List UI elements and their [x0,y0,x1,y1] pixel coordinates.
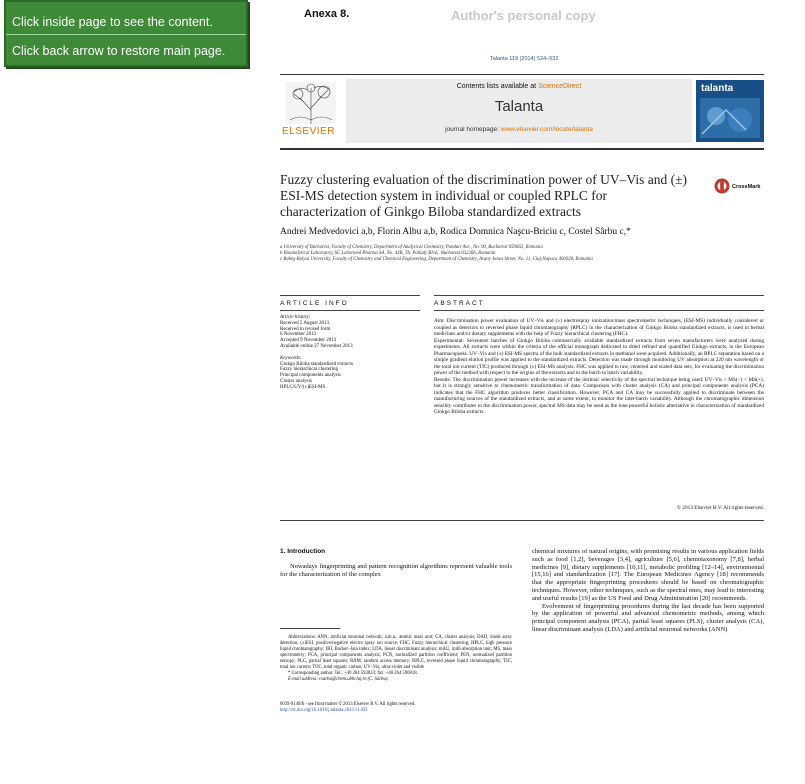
abstract-results: Results: The discrimination power increases with the increase of the intrinsic selectivity of the spectral technique being used; UV–Vis < MS(−) < MS(+), but it is strongly sensitive to chemometric transformation of data. Comparison with cluster analysis (CA) and principal components analysis (PCA) indicates that the FHC algorithm produces better classification. However, PCA and CA may be successfully applied to discriminate between the manufacturing sources of the standardized extracts, and at some extent, to monitor the inter-batch variability. Although the chromatographic dimension sensibly contributes to the discrimination power, spectral MS data may be used as the lone powerful holistic alternative in characterization of standardized Ginkgo Biloba extracts. [434,376,764,415]
copyright: © 2013 Elsevier B.V. All rights reserved. [676,505,764,511]
article-info-rule-top [280,295,420,296]
nav-hint-divider [6,34,246,35]
contents-line [346,83,692,90]
abstract-rule [434,310,764,311]
abstract-aim: Aim: Discrimination power evaluation of UV–Vis and (±) electrospray ionization/mass spectrometric techniques, (ESI-MS) individually considered or coupled as detectors to reversed phase liquid chromatography (RPLC) in the characterization of Ginkgo Biloba standardized extracts, is used in herbal medicines and/or dietary supplements with the help of Fuzzy hierarchical clustering (FHC). [434,318,764,337]
abstract-bottom-rule [280,520,764,521]
section-heading: 1. Introduction [280,548,326,555]
keyword: Cluster analysis [280,378,312,384]
history-item: 6 November 2013 [280,332,317,338]
doi-link[interactable]: http://dx.doi.org/10.1016/j.talanta.2013.11.035 [280,708,368,713]
footnotes [280,635,512,683]
article-info [280,315,420,391]
history-item: Received 5 August 2013 [280,320,330,326]
elsevier-logo [280,80,342,140]
corresponding-author: * Corresponding author. Tel.: +40 264 593833; fax: +40 264 590818. [288,671,418,676]
nav-hint-back: Click back arrow to restore main page. [12,44,226,58]
article-info-rule [280,310,420,311]
authors: Andrei Medvedovici a,b, Florin Albu a,b, Rodica Domnica Naşcu-Briciu c, Costel Sârbu c,* [280,227,631,237]
journal-citation: Talanta 119 (2014) 524–532 [490,56,559,62]
intro-paragraph: Nowadays fingerprinting and pattern recognition algorithms represent valuable tools for the characterization of the complex [280,563,512,578]
homepage-link[interactable]: www.elsevier.com/locate/talanta [500,126,593,133]
homepage-prefix: journal homepage: [445,126,499,133]
affiliation-item: c Babeş-Bolyai University, Faculty of Chemistry and Chemical Engineering, Department of Chemistry, Arany Janos Street, No. 11, Cluj-Napoca 400028, Romania [280,257,593,263]
intro-paragraph: Evolvement of fingerprinting procedures during the last decade has been supported by the application of powerful and advanced chemometric methods, among which principal component analysis (PCA), partial least squares (PLS), cluster analysis (CA), linear discriminant analysis (LDA) and artificial neuronal networks (ANN) [532,602,764,633]
footnote-rule [280,628,340,629]
intro-right-column [532,548,764,634]
publisher-name: ELSEVIER [282,126,335,137]
history-item: Available online 27 November 2013 [280,343,353,349]
journal-name: Talanta [494,98,544,115]
affiliations [280,245,750,264]
journal-homepage [346,126,692,133]
email-address: E-mail address: csarbu@chem.ubbcluj.ro (C. Sârbu). [288,677,389,682]
sciencedirect-link[interactable]: ScienceDirect [538,83,582,90]
history-label: Article history: [280,315,311,320]
affiliation-item: b Bioanalytical Laboratory, SC Labormed Pharma SA, No. 44B, Th. Pallady Blvd., Bucharest 032266, Romania [280,251,496,257]
contents-prefix: Contents lists available at [456,83,537,90]
article-info-heading: ARTICLE INFO [280,300,349,307]
annex-label: Anexa 8. [304,8,350,20]
nav-hint-content: Click inside page to see the content. [12,15,213,29]
watermark: Author's personal copy [451,8,596,23]
article-page[interactable] [276,0,776,784]
history-item: Received in revised form [280,326,331,332]
abbreviations: Abbreviations: ANN, artificial neuronal network; a.m.u., atomic mass unit; CA, cluster analysis; DAD, diode array detection; (±)ESI, positive/negative electro spray ion source; FHC, Fuzzy hierarchical clustering; HPLC, high pressure liquid chromatography; IBJ, Backer–Jain index; LDA, linear discriminant analysis; mAU, milli-absorption unit; MS, mass spectrometry; PCA, principal components analysis; PCN, normalized partition coefficient; PEN, normalized partition entropy; PLC, partial least squares; RAM, random access memory; RPLC, reversed phase liquid chromatography; TIC, total ion current; TOC, total organic carbon; UV–Vis, ultra-violet and visible [280,635,512,670]
abstract-experimental: Experimental: Seventeen batches of Ginkgo Biloba commercially available standardized extracts from seven manufacturers were analyzed during experiments. All extracts were within the criteria of the official monograph dedicated to dried refined and quantified Ginkgo extracts, in the European Pharmacopoeia. UV–Vis and (±) ESI-MS spectra of the bulk standardized extracts in methanol were acquired. Additionally, an RPLC separation based on a simple gradient elution profile was applied to the standardized extracts. Detection was made through monitoring UV absorption at 220 nm wavelength or the total ion current (TIC) produced through (±) ESI-MS analysis. FHC was applied to raw, centered and scaled data sets, for evaluating the discrimination power of the method with respect to the origins of the extracts and to the batch to batch variability. [434,337,764,376]
keyword: Fuzzy hierarchical clustering [280,367,339,373]
history-item: Accepted 9 November 2013 [280,338,337,344]
article-title: Fuzzy clustering evaluation of the discrimination power of UV–Vis and (±) ESI-MS detection system in individual or coupled RPLC for characterization of Ginkgo Biloba standardized extracts [280,172,687,219]
issn-line: 0039-9140/$ - see front matter © 2013 Elsevier B.V. All rights reserved. [280,702,416,707]
keyword: Principal components analysis [280,373,341,379]
header-rule-top [280,74,764,75]
cover-title: talanta [701,83,734,94]
navigation-hint-box[interactable] [4,0,248,67]
front-matter [280,702,512,714]
keyword: HPLC/UV/(±)ESI-MS [280,384,326,390]
crossmark-badge[interactable] [714,178,730,199]
crossmark-icon [714,178,730,194]
keywords-label: Keywords: [280,355,302,361]
abstract-text [434,318,764,416]
abstract-heading: ABSTRACT [434,300,485,307]
affiliation-item: a University of Bucharest, Faculty of Chemistry, Department of Analytical Chemistry, Panduri Ave., No. 90, Bucharest 050663, Romania [280,245,543,250]
header-rule-bottom [280,148,764,150]
abstract-rule-top [434,295,764,296]
intro-paragraph: chemical mixtures of natural origins, with promising results in various application fields such as food [1,2], beverages [3,4], agriculture [5,6], chemotaxonomy [7,8], herbal medicines [9], dietary supplements [10,11], metabolic profiling [12–14], environmental [15,16] and standardization [17]. The European Medicines Agency [18] recommends that the appropriate fingerprinting procedures should be based on chromatographic techniques. However, other techniques, such as the spectral ones, may lead to interesting and useful results [19] as the US Food and Drug Administration [20] recommends. [532,548,764,602]
keyword: Ginkgo Biloba standardized extracts [280,361,353,367]
crossmark-label: CrossMark [732,184,761,190]
